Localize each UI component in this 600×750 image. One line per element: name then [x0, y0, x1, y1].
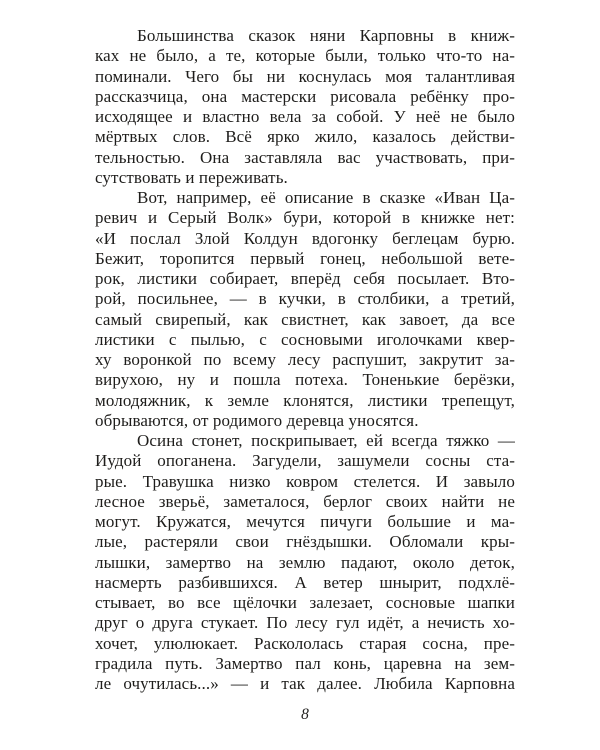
text-line: градила путь. Замертво пал конь, царевна на зем-	[95, 653, 515, 673]
text-line: сутствовать и переживать.	[95, 167, 288, 187]
text-line: ках не было, а те, которые были, только что-то на-	[95, 46, 515, 66]
text-line: лые, растеряли свои гнёздышки. Обломали кры-	[95, 532, 515, 552]
text-line: стывает, во все щёлочки залезает, сосновые шапки	[95, 593, 515, 612]
text-line: листики с пылью, с сосновыми иголочками квер-	[95, 329, 515, 349]
text-line: тельностью. Она заставляла вас участвовать, при-	[95, 147, 515, 167]
text-line: ле очутилась...» — и так далее. Любила Карповна	[95, 674, 515, 693]
text-line: насмерть разбившихся. А ветер шнырит, подхлё-	[95, 572, 515, 592]
text-line: лышки, замертво на землю падают, около деток,	[95, 552, 515, 572]
text-line: ревич и Серый Волк» бури, которой в книжке нет:	[95, 208, 515, 228]
text-line: друг о друга стукает. По лесу гул идёт, а нечисть хо-	[95, 613, 515, 633]
text-line: рок, листики собирает, вперёд себя посылает. Вто-	[95, 269, 515, 288]
text-column	[95, 26, 515, 694]
text-line: поминали. Чего бы ни коснулась моя талантливая	[95, 66, 515, 86]
text-line: самый свирепый, как свистнет, как завоет, да все	[95, 309, 515, 329]
text-line: рассказчица, она мастерски рисовала ребёнку про-	[95, 86, 515, 106]
text-line: Иудой опоганена. Загудели, зашумели сосны ста-	[95, 451, 515, 471]
text-line: вирухою, ну и пошла потеха. Тоненькие берёзки,	[95, 370, 515, 390]
text-line: обрываются, от родимого деревца уносятся.	[95, 410, 419, 430]
text-line: Осина стонет, поскрипывает, ей всегда тяжко —	[137, 431, 515, 450]
text-line: Большинства сказок няни Карповны в книж-	[137, 26, 515, 45]
text-line: лесное зверьё, заметалося, берлог своих найти не	[95, 491, 515, 511]
text-line: рые. Травушка низко ковром стелется. И завыло	[95, 471, 515, 491]
text-line: Вот, например, её описание в сказке «Иван Ца-	[137, 188, 515, 207]
text-line: молодяжник, к земле клонятся, листики трепещут,	[95, 390, 515, 410]
page-number: 8	[301, 706, 309, 723]
text-line: ху воронкой по всему лесу распушит, закрутит за-	[95, 350, 515, 369]
text-line: рой, посильнее, — в кучки, в столбики, а третий,	[95, 289, 515, 309]
text-line: могут. Кружатся, мечутся пичуги большие и ма-	[95, 512, 515, 531]
text-line: «И послал Злой Колдун вдогонку беглецам бурю.	[95, 228, 515, 248]
text-line: мёртвых слов. Всё ярко жило, казалось действи-	[95, 127, 515, 147]
text-line: Бежит, торопится первый гонец, небольшой вете-	[95, 248, 515, 268]
text-line: исходящее и властно вела за собой. У неё не было	[95, 107, 515, 126]
text-line: хочет, улюлюкает. Раскололась старая сосна, пре-	[95, 633, 515, 653]
